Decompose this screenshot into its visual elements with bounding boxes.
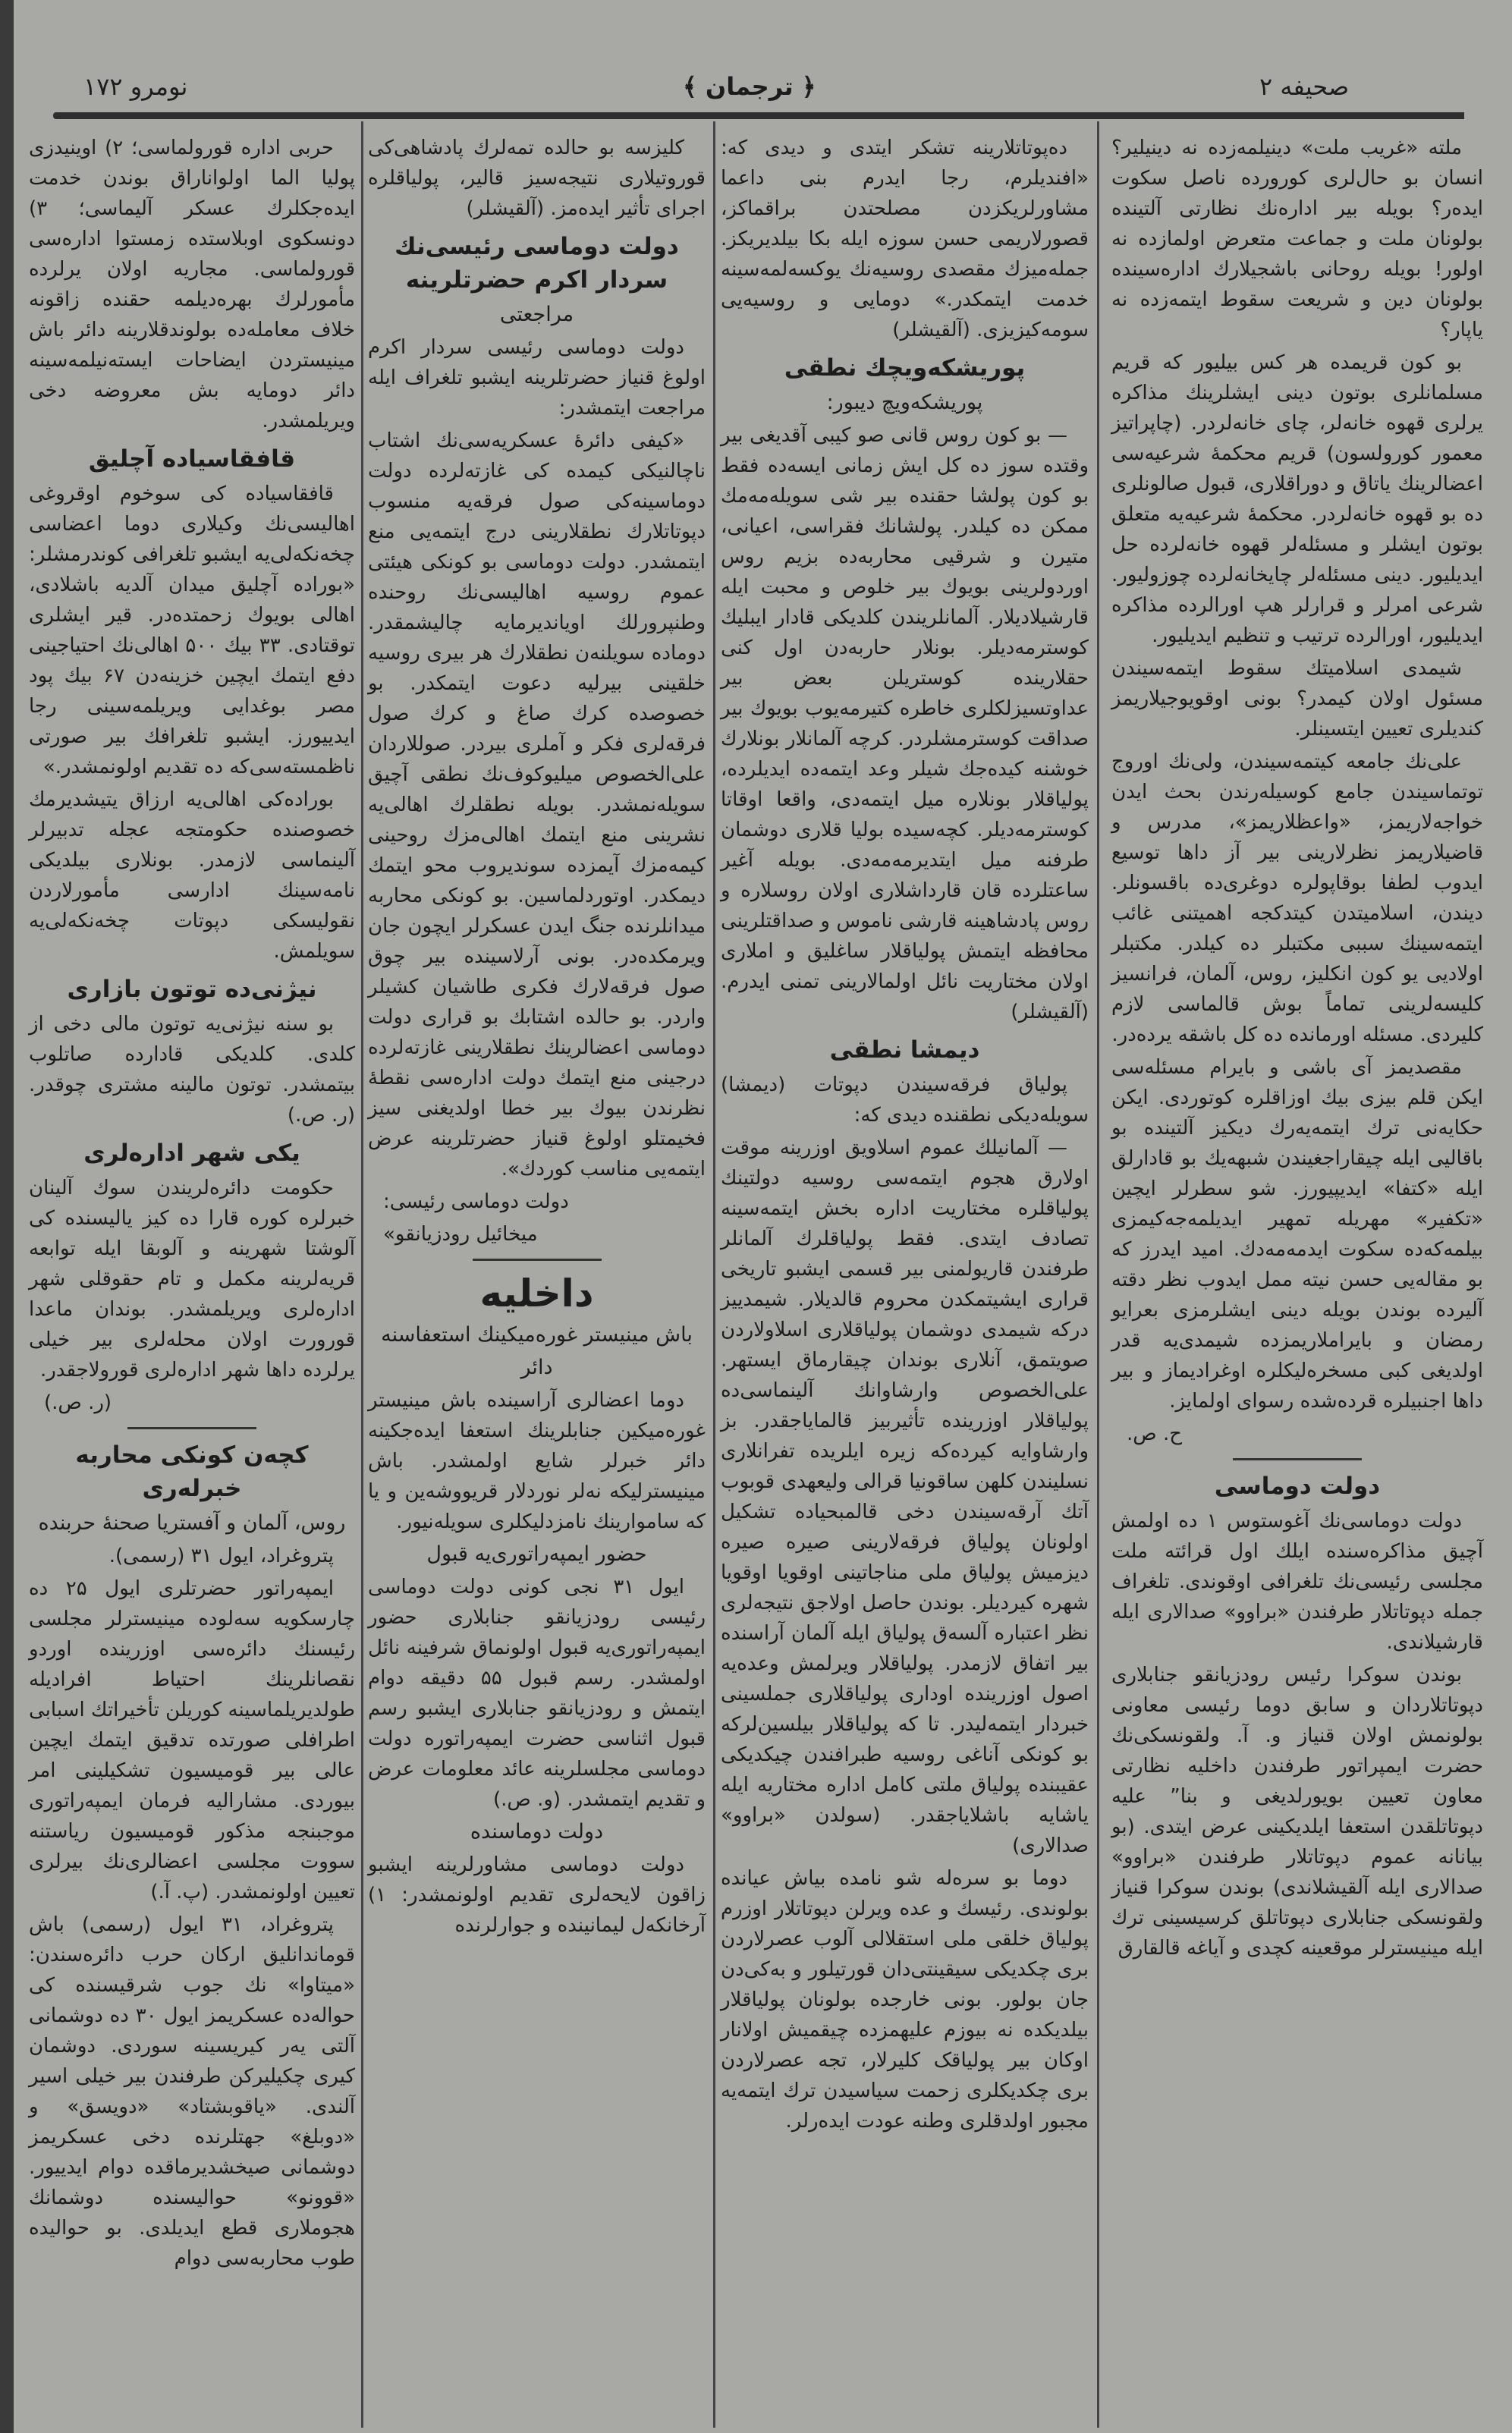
- article-subheading: دولت دوماسنده: [470, 1820, 604, 1844]
- paragraph: دوما بو سره‌له شو نامده بیاش عیانده بولوندی. رئیسك و عده ویرلن دپوتاتلار اوزرم پولیاق خلقی ملی استقلالی آلوب عصرلاردن بری چکدیکی سیقینتی‌دان قورتیلور و به‌کی‌دن جان بولور. بونی خارجده بولونان پولیاقلار بیلدیکده نه بیوزم عليهمزده چیقمیش اولانار اوكان بیر پولیاقک کلیرلار، تجه عصرلاردن بری چکدیکلری زحمت سیاسیدن ترك ایتمه‌یه مجبور اولدقلری وطنه عودت ایده‌رلر.: [721, 1867, 1089, 2133]
- signature: ح. ص.: [1127, 1422, 1183, 1445]
- paragraph: ده‌پوتاتلارینه تشکر ایتدی و دیدی که: «افندیلرم، رجا ایدرم بنی داعما مشاورلریکزدن مصلحتدن براقماکز، قصورلاریمی حسن سوزه ایله بکا بیلدیریکز. جمله‌میزك مقصدی روسیه‌نك یوکسه‌لمه‌سینه خدمت ایتمکدر.» دومایی و روسیه‌یی سومه‌کیزیزی. (آلقیشلر): [721, 137, 1089, 341]
- article-heading: یکی شهر اداره‌لری: [83, 1139, 300, 1167]
- paragraph: ملته «غریب ملت» دینیلمه‌زده نه دینیلیر؟ انسان بو حال‌لری کورورده ناصل سکوت ایده‌ر؟ بویله بیر اداره‌نك نظارتی آلتینده بولونان ملت و جماعت متعرض اولمازده نه اولور! بویله روحانی باشجیلارك اداره‌سینده بولونان دین و شریعت سقوط ایتمه‌زده نه یاپار؟: [1111, 137, 1483, 341]
- paragraph: ایول ۳۱ نجی کونی دولت دوماسی رئیسی رودزیانقو جنابلاری حضور ایمپه‌راتوری‌یه قبول اولونماق شرفینه نائل اولمشدر. رسم قبول ۵۵ دقیقه دوام ایتمش و رودزیانقو جنابلاری ایشبو رسم قبول اثناسی حضرت ایمپه‌راتوره دولت دوماسی مجلسلرینه عائد معلومات عرض و تقدیم ایتمشدر. (و. ص.): [368, 1576, 706, 1811]
- paragraph: بو کون قریمده هر کس بیلیور که قریم مسلمانلری بوتون دینی ایشلرینك مذاکره یرلری قهوه خانه‌لر، چای خانه‌لردر. (چاپراتیز معمور کورولسون) قریم محکمهٔ شرعیه‌سی اعضالرینك یاتاق و دوراقلاری، قبول صالونلری ده بو قهوه خانه‌لردر. محکمهٔ شرعیه‌یه متعلق بوتون ایشلر و مسئله‌لر قهوه خانه‌لرده حل ایدیلیور. دینی مسئله‌لر چایخانه‌لرده چوزولیور. شرعی امرلر و قرارلر هپ اورالرده مذاکره ایدیلیور، اورالرده ترتیب و تنظیم ایدیلیور.: [1111, 351, 1483, 647]
- signature: (ر. ص.): [44, 1391, 112, 1414]
- paragraph: دولت دوماسی رئیسی سردار اکرم اولوغ قنیاز حضرتلرینه ایشبو تلغراف ایله مراجعت ایتمشدر:: [368, 336, 706, 420]
- binding-edge: [0, 0, 14, 2433]
- separator-rule: [1233, 1458, 1362, 1460]
- paragraph: قافقاسیاده کی سوخوم اوقروغی اهالیسی‌نك وکیلاری دوما اعضاسی چخه‌نکه‌لی‌یه ایشبو تلغرافی کوندرمشلر: «بوراده آچلیق میدان آلدیه باشلادی، اهالی بویوك زحمتده‌در. قیر ایشلری توقتادی. ۳۳ بیك ۵۰۰ اهالی‌نك احتیاجینی دفع ایتمك ایچین خزینه‌دن ۶۷ بیك پود مصر بوغدایی ویریلمه‌سینی رجا ایدییورز. ایشبو تلغرافك بیر صورتی ناظمسته‌سی‌که ده تقدیم اولونمشدر.»: [29, 483, 355, 778]
- article-heading: پوریشکه‌ویچك نطقی: [784, 354, 1026, 382]
- paragraph: پتروغراد، ایول ۳۱ (رسمی).: [108, 1545, 334, 1567]
- article-heading: دولت دوماسی رئیسی‌نك سردار اکرم حضرتلرینه: [395, 233, 679, 294]
- article-heading: قافقاسیاده آچلیق: [88, 445, 296, 473]
- article-subheading: مراجعتی: [499, 303, 574, 326]
- paragraph: حربی اداره قورولماسی؛ ۲) اوینیدزی پولیا الما اولواناراق بوندن خدمت ایده‌جکلرك عسکر آلیماسی؛ ۳) دونسکوی اوبلاستده زمستوا اداره‌سی قورولماسی. مجاریه اولان یرلرده مأمورلرك بهره‌دیلمه حقنده زاقونه خلاف معامله‌ده بولوندقلارینه دائر باش مینیستردن ایضاحات ایسته‌نیلمه‌سینه دائر دومایه بش معروضه دخی ویریلمشدر.: [29, 137, 355, 432]
- paragraph: پتروغراد، ۳۱ ایول (رسمی) باش قوماندانلیق ارکان حرب دائره‌سندن: «میتاوا» نك جوب شرقیسنده کی حواله‌ده عسکریمز ایول ۳۰ ده دوشمانی آلتی یه‌ر کیریسینه سوردی. دوشمان کیری چکیلیرکن طرفندن بیر خیلی اسیر آلندی. «یاقوبشتاد» «دویسق» و «دوبلغ» جهتلرنده دخی عسکریمز دوشمانی صیخشدیرماقده دوام ایدییور. «قوونو» حوالیسنده دوشمانك هجوملاری قطع ایدیلدی. بو حوالیده طوب محاربه‌سی دوام: [29, 1913, 356, 2270]
- signature: میخائیل رودزیانقو»: [383, 1223, 538, 1246]
- paragraph: ایمپه‌راتور حضرتلری ایول ۲۵ ده چارسکویه سه‌لوده مینیسترلر مجلسی رئیسنك دائره‌سی اوزرینده اوردو نقصانلرینك احتیاط افرادیله طولدیریلماسینه کوریلن تأخیراتك اسبابی اطرافلی صورتده تدقیق ایتمك ایچین عالی بیر قومیسیون تشکیلینی امر بیوردی. مشارالیه فرمان ایمپه‌راتوری موجبنجه مذکور قومیسیون ریاستنه سووت مجلسی اعضالری‌نك بیرلری تعیین اولونمشدر. (پ. آ.): [29, 1577, 355, 1903]
- article-subheading: دائر: [520, 1356, 553, 1379]
- column-1: [1111, 133, 1483, 1966]
- paragraph: علی‌نك جامعه کیتمه‌سیندن، ولی‌نك اوروج توتماسیندن جامع کوسیله‌رندن بحث ایدن خواجه‌لاریمز، «واعظلاریمز»، مدرس و قاضیلاریمز نظرلارینی بیر آز داها توسیع ایدوب لطفا بوقاپولره دوغری‌ده باقسونلر. دیندن، اسلامیتدن کیتدکجه اهمیتنی غائب ایتمه‌سینك سببی مکتبلر ده کیلدر. مکتبلر اولادیی یو کون انکلیز، روس، آلمان، فرانسیز کلیسه‌لرینی تماماً بوش قالماسی لازم کلیردی. مسئله اورمانده ده کل باشقه یرده‌در.: [1111, 750, 1483, 1046]
- separator-rule: [473, 1259, 602, 1261]
- column-divider: [1097, 121, 1099, 2428]
- article-subheading: روس، آلمان و آفستریا صحنهٔ حربنده: [38, 1511, 346, 1535]
- paragraph: کلیزسه بو حالده تمه‌لرك پادشاهی‌کی قورو‌تیلاری نتیجه‌سیز قالیر، پولیاقلره اجرای تأثیر ایده‌مز. (آلقیشلر): [368, 137, 706, 220]
- article-heading: دیمشا نطقی: [829, 1036, 980, 1064]
- paragraph: حکومت دائره‌لریندن سوك آلینان خبرلره کوره قارا ده کیز یالیسنده کی آلوشتا شهرینه و آلوبقا ایله توابعه قریه‌لرینه مکمل و تام حقوقلی شهر اداره‌لری ویریلمشدر. بوندان ماعدا قورورت اولان محله‌لری بیر خیلی یرلرده داها شهر اداره‌لری قورولاجقدر.: [29, 1177, 355, 1382]
- article-subheading: پوریشکه‌ویچ دیبور:: [826, 391, 983, 414]
- paragraph: بوراده‌کی اهالی‌یه ارزاق یتیشدیرمك خصوصنده حکومتجه عجله تدبیرلر آلینماسی لازمدر. بونلاری بیلدیکی نامه‌سینك ادارسی مأمورلاردن نقولیسکی دپوتات چخه‌نکه‌لی‌یه سویلمش.: [29, 788, 355, 963]
- article-subheading: حضور ایمپه‌راتوری‌یه قبول: [426, 1542, 647, 1566]
- article-heading: دولت دوماسی: [1214, 1473, 1381, 1500]
- separator-rule: [127, 1427, 256, 1429]
- paragraph: بوندن سوکرا رئیس رودزیانقو جنابلاری دپوتاتلاردان و سابق دوما رئیسی معاونی بولونمش اولان قنیاز و. آ. ولقونسکی‌نك حضرت ایمپراتور طرفندن داخلیه نظارتی معاون تعیین بویورلدیغی و بنا” علیه دپوتاتلقدن استعفا ایلدیکینی عرض ایتدی. (بو بیانانه عموم دپوتاتلار طرفندن «براوو» صدالاری ایله آلقیشلاندی) بوندن سوکرا قنیاز ولقونسکی جنابلاری دپوتاتلق کرسیسینی ترك ایله مینیسترلر موقعینه کچدی و آیاغه قالقارق: [1111, 1664, 1483, 1960]
- signature: دولت دوماسی رئیسی:: [383, 1190, 569, 1213]
- page-number: صحیفه ۲: [1259, 72, 1350, 101]
- article-heading: نیژنی‌ده توتون بازاری: [67, 976, 317, 1003]
- paragraph: دولت دوماسی‌نك آغوستوس ۱ ده اولمش آچیق مذاکره‌سنده ایلك اول قرائته ملت مجلسی رئیسی‌نك تلغرافی اوقوندی. تلغراف جمله دپوتاتلار طرفندن «براوو» صدالاری ایله قارشیلاندی.: [1111, 1510, 1483, 1654]
- newspaper-title: ﴿ ترجمان ﴾: [683, 72, 816, 101]
- paragraph: دوما اعضالری آراسینده باش مینیستر غوره‌میکین جنابلرینك استعفا ایده‌جکینه دائر خبرلر شایع اولمشدر. باش مینیسترلیکه نه‌لر نوردلار قریووشه‌ین و یا که ساموارینك نامزدلیکلری سویله‌نیور.: [368, 1389, 706, 1533]
- paragraph: بو سنه نیژنی‌یه توتون مالی دخی از کلدی. کلدیکی قادارده صاتلوب بیتمشدر. توتون مالینه مشتری چوقدر. (ر. ص.): [29, 1013, 355, 1127]
- paragraph: پولیاق فرقه‌سیندن دپوتات (دیمشا) سویله‌دیکی نطقنده دیدی که:: [721, 1073, 1089, 1127]
- article-subheading: باش مینیستر غوره‌میکینك استعفاسنه: [381, 1323, 693, 1347]
- paragraph: «کیفی دائرهٔ عسکریه‌سی‌نك اشتاب ناچالنیکی کیمده کی غازته‌لرده دولت دوماسینه‌کی صول فرقه‌یه منسوب دپوتاتلارك نطقلارینی درج ایتمه‌یی منع ایتمشدر. دولت دوما‌سی بو کونکی هیئتی عموم روسیه اهالیسی‌نك روحنده وطنپرورلك اویاندیرمایه چالیشمقدر. دوماده سویلنه‌ن نطقلارك هر بیری روسیه خلقینی بیرلیه دعوت ایتمکدر. بو خصوصده کرك صاغ و کرك صول فرقه‌لری فکر و آملری بیردر. صوللاردان علی‌الخصوص میلیوکوف‌نك نطقی آچیق سویله‌نمشدر. بویله نطقلرك اهالی‌یه نشرینی منع ایتمك اهالی‌مزك روحینی کیمه‌مزك آیمزده سوندیروب محو ایتمك دیمکدر. اوتوردلماسین. بو کونکی محاربه میدانلرنده جنگ ایدن عسکرلر ایچون جان ویرمکده‌در. بونی آرلاسینده بیر چوق صول فرقه‌لارك فکری طاشیان کشیلر واردر. بو حالده اشتابك بو قراری دولت دوماسی اعضالرینك نطقلارینی غازته‌لرده درجینی منع ایتمك دولت اداره‌سی نقطهٔ نظرندن بیوك بیر خطا اولدیغنی سیز فخیمتلو اولوغ قنیاز حضرتلرینه عرض ایتمه‌یی مناسب کوردك».: [368, 429, 706, 1180]
- column-2: [721, 133, 1089, 2139]
- paragraph: — آلمانیلك عموم اسلاویق اوزرینه موقت اولارق هجوم ایتمه‌سی روسیه دولتینك پولیاقلره مختاریت اداره بخش ایتمه‌سینه تصادف ایتدی. فقط پولیاقلرك آلمانلر طرفندن قاریولمنی بیر قسمی ایشبو تاریخی قراری ایشیتمکدن محروم قالدیلار. شیمدییز درکه شیمدی دوشمان پولیاقلاری اسلاولاردن صویتمق، آنلاری بوندان چیقارماق ایستهر. علی‌الخصوص وارشاوانك آلینماسی‌ده پولیاقلار اوزرینده تأثیربیز قالمایاجقدر. بز وارشاوایه کیرده‌که زیره ایلریده تفرانلاری نسلیندن کلهن ساقونیا قرالی ولیعهدی قوبوب آتك آرقه‌سیندن دخی قالمبحیاده تشکیل اولونان پولیاق فرقه‌لارینی صیره صیره دیزمیش پولیاق ملی مناجاتینی اوقویا اوقویا شهره کیردیلر. بوندن حاصل اولاجق نتیجه‌لری نظر اعتباره آلسه‌ق پولیاق ایله آلمان آراسنده بیر اتفاق لازمدر. پولیاقلار ویرلمش وعده‌یه اصول اوزرینده اوداری پولیاقلاری جملسینی خبردار ایتمه‌لیدر. تا که پولیاقلار بیلسین‌لرکه بو کونکی آناغی روسیه طبرافندن چیکدیکی عقیبنده پولیاق ملتی کامل اداره مختاریه ایله یاشایه باشلایاجقدر. (سولدن «براوو» صدالاری): [721, 1136, 1089, 1857]
- paragraph: مقصدیمز آی باشی و بایرام مسئله‌سی ایکن قلم بیزی بیك اوزاقلره کوتوردی. ایکن حکایه‌نی ترك ایتمه‌یه‌رك دیکیز آلتینده بو باقالیی ایله چیقاراجغیندن شبهه‌یك بو قادارلق ایله «کتفا» ایدیپیورز. شو سطرلر ایچین «تکفیر» مهریله تمهیر ایدیلمه‌جه‌کیمزی بیلمه‌که‌ده سکوت ایدمه‌مه‌دك. امید ایدرز که بو مقاله‌یی حسن نیته ممل ایدوب نظر دقته آلیرده بوندن بویله دینی ایشلرمزی بعرایو رمضان و بایراملاریمزده شیمدی‌یه قدر اولدیغی کبی مسخره‌لیکلره اوغرادیماز و بیر داها اجنبیلره قرده‌شده رسوای اولمایز.: [1111, 1056, 1483, 1413]
- article-heading: کچه‌ن کونکی محاربه خبرله‌ری: [75, 1441, 309, 1502]
- column-3: [368, 133, 706, 1943]
- column-divider: [713, 121, 715, 2428]
- header-rule: [53, 112, 1464, 119]
- column-divider: [361, 121, 363, 2428]
- issue-number: نومرو ۱۷۲: [83, 72, 188, 101]
- column-4: [29, 133, 355, 2276]
- paragraph: شیمدی اسلامیتك سقوط ایتمه‌سیندن مسئول اولان کیمدر؟ بونی اوقویوجیلاریمز کندیلری تعیین ایتسینلر.: [1111, 657, 1483, 740]
- paragraph: — بو کون روس قانی صو کیبی آقدیغی بیر وقتده سوز ده کل ایش زمانی ایسه‌ده فقط بو کون پولشا حقنده بیر شی سویله‌مه‌مك ممکن ده کیلدر. پولشانك فقرا‌سی، اعیانی، متیرن و شرقیی محاربه‌ده بزیم روس اوردولرینی بویوك بیر خلوص و محبت ایله قارشیلادیلار. آلمانلریندن کلدیکی قادار ایبلیك کوسترمه‌دیلر. بونلار حاربه‌دن اول کنی حقلارینده کوستریلن بعض بیر عداوتسیزلکلری خاطره کتیرمه‌یوب بویوك بیر صداقت کوسترمشلردر. کرچه آلمانلار بونلارك خوشنه کیده‌جك شیلر وعد ایتمه‌ده ایدیلرده، پولیاقلار بونلاره میل ایتمه‌دی، واقعا اوقاتا کوسترمه‌دیلر. کچه‌سیده بولیا قلاری دوشمان طرفنه میل ایتدیرمه‌مه‌دی. بویله آغیر ساعتلرده قان قارداشلاری اولان روسلاره و روس پادشاهینه قارشی ناموس و صداقتلرینی محافظه ایتمش پولیاقلار ساغلیق و املاری اولان مختاریت نائل اولمالارینی تمنی ایدرم. (آلقیشلر): [721, 424, 1089, 1023]
- paragraph: دولت دوماسی مشاورلرینه ایشبو زاقون لایحه‌لری تقدیم اولونمشدر: ۱) آرخانکه‌ل لیمانینده و جوارلرنده: [368, 1853, 706, 1937]
- section-title: داخلیه: [479, 1272, 594, 1316]
